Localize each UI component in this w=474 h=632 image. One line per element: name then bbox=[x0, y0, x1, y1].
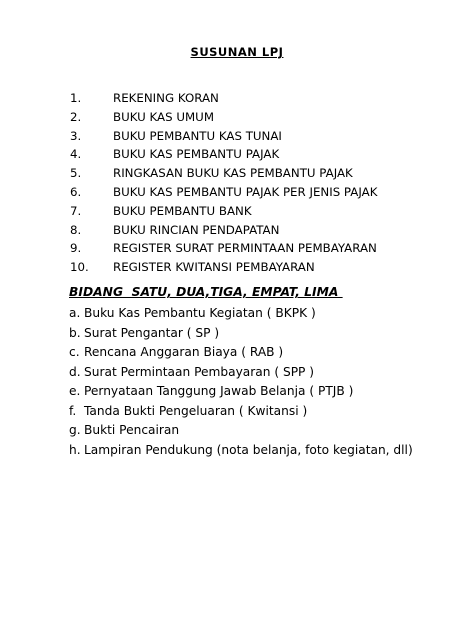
list-item bbox=[69, 363, 414, 383]
item-letter: f. bbox=[69, 403, 77, 418]
item-letter: b. bbox=[69, 325, 81, 340]
list-item bbox=[69, 324, 414, 344]
list-item bbox=[69, 343, 414, 363]
lettered-list bbox=[69, 304, 414, 460]
item-text: BUKU PEMBANTU BANK bbox=[113, 203, 252, 218]
item-number: 2. bbox=[70, 109, 82, 124]
numbered-list bbox=[70, 89, 377, 277]
item-letter: e. bbox=[69, 384, 81, 398]
item-text: Surat Permintaan Pembayaran ( SPP ) bbox=[84, 364, 315, 379]
list-item bbox=[70, 239, 377, 258]
item-number: 6. bbox=[70, 184, 82, 199]
item-text: Rencana Anggaran Biaya ( RAB ) bbox=[84, 345, 284, 359]
item-text: Bukti Pencairan bbox=[84, 423, 180, 437]
item-number: 7. bbox=[70, 203, 82, 218]
item-number: 3. bbox=[70, 128, 82, 143]
list-item bbox=[69, 382, 414, 402]
list-item bbox=[69, 304, 414, 324]
item-text: BUKU KAS PEMBANTU PAJAK PER JENIS PAJAK bbox=[113, 184, 378, 199]
item-text: RINGKASAN BUKU KAS PEMBANTU PAJAK bbox=[113, 166, 353, 181]
list-item bbox=[69, 402, 414, 422]
item-text: BUKU RINCIAN PENDAPATAN bbox=[113, 222, 280, 237]
item-letter: d. bbox=[69, 364, 81, 379]
item-text: Pernyataan Tanggung Jawab Belanja ( PTJB ) bbox=[84, 384, 354, 398]
list-item bbox=[69, 441, 414, 461]
list-item bbox=[70, 202, 377, 221]
list-item bbox=[70, 164, 377, 183]
item-letter: g. bbox=[69, 423, 81, 437]
list-item bbox=[70, 127, 377, 146]
item-number: 8. bbox=[70, 222, 82, 237]
section-heading: BIDANG SATU, DUA,TIGA, EMPAT, LIMA bbox=[69, 285, 343, 299]
item-text: Surat Pengantar ( SP ) bbox=[84, 325, 220, 340]
item-text: BUKU PEMBANTU KAS TUNAI bbox=[113, 128, 282, 143]
item-letter: c. bbox=[69, 345, 80, 359]
item-text: REGISTER KWITANSI PEMBAYARAN bbox=[113, 260, 315, 275]
list-item bbox=[70, 183, 377, 202]
list-item bbox=[70, 145, 377, 164]
list-item bbox=[70, 108, 377, 127]
list-item bbox=[70, 89, 377, 108]
item-text: Lampiran Pendukung (nota belanja, foto kegiatan, dll) bbox=[84, 442, 413, 457]
item-letter: a. bbox=[69, 306, 81, 320]
item-letter: h. bbox=[69, 442, 81, 457]
item-number: 4. bbox=[70, 147, 82, 162]
list-item bbox=[69, 421, 414, 441]
item-number: 1. bbox=[70, 91, 82, 105]
document-title: SUSUNAN LPJ bbox=[190, 45, 284, 59]
item-text: REGISTER SURAT PERMINTAAN PEMBAYARAN bbox=[113, 241, 377, 256]
item-text: Tanda Bukti Pengeluaran ( Kwitansi ) bbox=[84, 403, 308, 418]
item-text: REKENING KORAN bbox=[113, 91, 219, 105]
list-item bbox=[70, 258, 377, 277]
item-number: 9. bbox=[70, 241, 82, 256]
item-text: Buku Kas Pembantu Kegiatan ( BKPK ) bbox=[84, 306, 316, 320]
list-item bbox=[70, 221, 377, 240]
item-text: BUKU KAS UMUM bbox=[113, 109, 214, 124]
item-text: BUKU KAS PEMBANTU PAJAK bbox=[113, 147, 280, 162]
item-number: 5. bbox=[70, 166, 82, 181]
item-number: 10. bbox=[70, 260, 89, 275]
